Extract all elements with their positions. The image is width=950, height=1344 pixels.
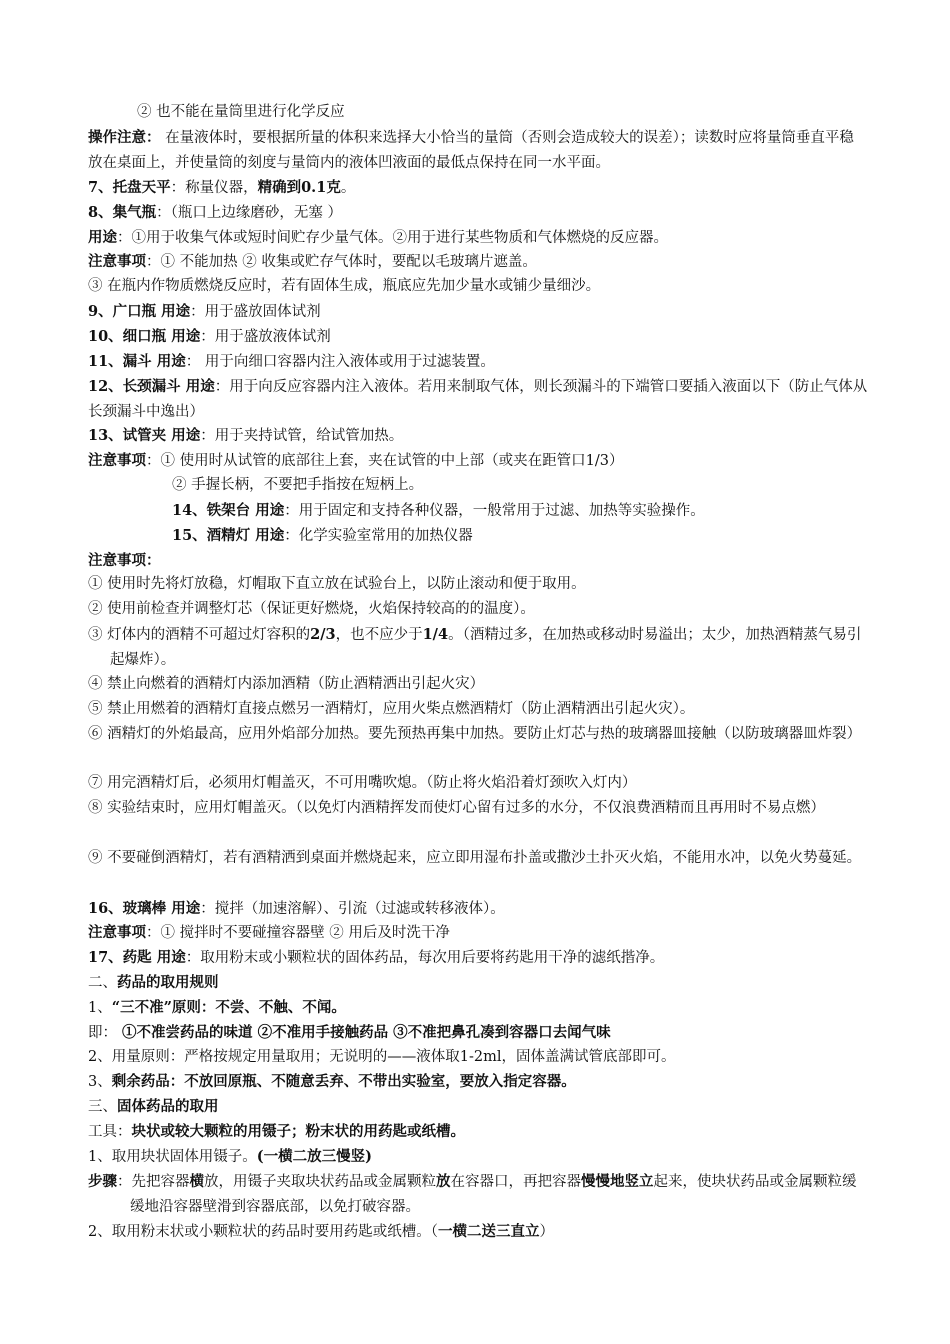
- text: ：化学实验室常用的加热仪器: [284, 528, 473, 544]
- line-20: [88, 622, 868, 673]
- text: ：用于向反应容器内注入液体。若用来制取气体，则长颈漏斗的下端管口要插入液面以下（防止气体从长颈漏斗中逸出）: [88, 379, 868, 420]
- text: 。（酒精过多，在加热或移动时易溢出；太少，加热酒精蒸气易引起爆炸）。: [110, 627, 862, 668]
- line-16: [172, 523, 950, 549]
- label: 12、长颈漏斗 用途: [88, 378, 215, 395]
- line-30: [88, 970, 868, 996]
- line-32: [88, 1020, 868, 1046]
- text: ③ 在瓶内作物质燃烧反应时，若有固体生成，瓶底应先加少量水或铺少量细沙。: [88, 278, 601, 294]
- text: ：称量仪器，: [170, 180, 258, 196]
- line-1: [137, 100, 917, 125]
- text: ：① 搅拌时不要碰撞容器壁 ② 用后及时洗干净: [146, 925, 450, 941]
- label: 用途: [88, 229, 117, 246]
- text-bold: ①不准尝药品的味道 ②不准用手接触药品 ③不准把鼻孔凑到容器口去闻气味: [117, 1024, 611, 1041]
- text: 2、取用粉末状或小颗粒状的药品时要用药匙或纸槽。（: [88, 1224, 438, 1240]
- label: 注意事项：: [88, 552, 161, 569]
- line-10: [88, 349, 868, 375]
- text: 1、取用块状固体用镊子。: [88, 1149, 257, 1165]
- text: ③ 灯体内的酒精不可超过灯容积的: [88, 627, 311, 643]
- line-22: [88, 697, 868, 722]
- text-bold: 精确到0.1克: [257, 179, 341, 196]
- label: 17、药匙 用途: [88, 949, 186, 966]
- line-24: [88, 771, 868, 796]
- label: 11、漏斗 用途: [88, 353, 186, 370]
- line-2: [88, 125, 868, 176]
- line-17: [88, 548, 868, 574]
- text-bold: 1/4: [422, 626, 449, 643]
- text: ：① 不能加热 ② 收集或贮存气体时，要配以毛玻璃片遮盖。: [146, 254, 537, 270]
- text: ⑨ 不要碰倒酒精灯，若有酒精洒到桌面并燃烧起来，应立即用湿布扑盖或撒沙土扑灭火焰，不能用水冲，以免火势蔓延。: [88, 850, 862, 866]
- text-bold: 慢慢地竖立: [581, 1173, 654, 1190]
- line-8: [88, 299, 868, 325]
- label: 10、细口瓶 用途: [88, 328, 201, 345]
- line-9: [88, 324, 868, 350]
- line-19: [88, 597, 868, 622]
- section-heading: 药品的取用规则: [117, 974, 219, 991]
- line-7: [88, 274, 868, 299]
- text: ② 手握长柄，不要把手指按在短柄上。: [172, 477, 424, 493]
- label: 步骤: [88, 1173, 117, 1190]
- line-28: [88, 920, 868, 946]
- label: 13、试管夹 用途: [88, 427, 201, 444]
- text: ：用于固定和支持各种仪器，一般常用于过滤、加热等实验操作。: [284, 503, 705, 519]
- text-bold: 放: [436, 1173, 451, 1190]
- text: ：用于盛放液体试剂: [200, 329, 331, 345]
- text: ⑤ 禁止用燃着的酒精灯直接点燃另一酒精灯，应用火柴点燃酒精灯（防止酒精洒出引起火灾）。: [88, 701, 695, 717]
- text: 1、: [88, 1000, 112, 1016]
- section-heading: 固体药品的取用: [117, 1098, 219, 1115]
- label: 16、玻璃棒 用途: [88, 900, 201, 917]
- text: ② 也不能在量筒里进行化学反应: [137, 104, 345, 120]
- text-bold: 剩余药品：不放回原瓶、不随意丢弃、不带出实验室，要放入指定容器。: [111, 1073, 576, 1090]
- text: ：（瓶口上边缘磨砂，无塞 ）: [156, 205, 342, 221]
- line-34: [88, 1069, 868, 1095]
- text: ② 使用前检查并调整灯芯（保证更好燃烧，火焰保持较高的的温度）。: [88, 601, 535, 617]
- label: 注意事项: [88, 924, 146, 941]
- text: 即：: [88, 1025, 117, 1041]
- label: 14、铁架台 用途: [172, 502, 285, 519]
- line-25: [88, 796, 868, 821]
- line-21: [88, 672, 868, 697]
- line-29: [88, 945, 868, 971]
- text-bold: 2/3: [310, 626, 336, 643]
- text: ① 使用时先将灯放稳，灯帽取下直立放在试验台上，以防止滚动和便于取用。: [88, 576, 586, 592]
- line-39: [88, 1219, 868, 1245]
- text: 放，用镊子夹取块状药品或金属颗粒: [204, 1174, 436, 1190]
- text: ：①用于收集气体或短时间贮存少量气体。②用于进行某些物质和气体燃烧的反应器。: [117, 230, 668, 246]
- line-6: [88, 249, 868, 275]
- text: ）: [539, 1224, 554, 1240]
- text: ：① 使用时从试管的底部往上套，夹在试管的中上部（或夹在距管口1/3）: [146, 453, 624, 469]
- label: 操作注意：: [88, 129, 161, 146]
- text-bold: (一横二放三慢竖): [256, 1148, 372, 1165]
- line-33: [88, 1045, 868, 1070]
- text: 起来，使块状药品或金属颗粒缓缓地沿容器壁滑到容器底部，以免打破容器。: [130, 1174, 857, 1215]
- text: 3、: [88, 1074, 112, 1090]
- line-15: [172, 498, 950, 524]
- text: 二、: [88, 975, 117, 991]
- label: 注意事项: [88, 253, 146, 270]
- text: ，也不应少于: [335, 627, 423, 643]
- label: 注意事项: [88, 452, 146, 469]
- line-23: [88, 722, 868, 747]
- text: ：取用粉末或小颗粒状的固体药品，每次用后要将药匙用干净的滤纸揩净。: [185, 950, 665, 966]
- label: 15、酒精灯 用途: [172, 527, 285, 544]
- line-18: [88, 572, 868, 597]
- text: ：搅拌（加速溶解）、引流（过滤或转移液体）。: [200, 901, 505, 917]
- text-bold: 块状或较大颗粒的用镊子；粉末状的用药匙或纸槽。: [131, 1123, 465, 1140]
- text: ⑦ 用完酒精灯后，必须用灯帽盖灭，不可用嘴吹熄。（防止将火焰沿着灯颈吹入灯内）: [88, 775, 637, 791]
- text: 在量液体时，要根据所量的体积来选择大小恰当的量筒（否则会造成较大的误差）；读数时应将量筒垂直平稳放在桌面上，并使量筒的刻度与量筒内的液体凹液面的最低点保持在同一水平面。: [88, 130, 854, 171]
- text: ⑧ 实验结束时，应用灯帽盖灭。（以免灯内酒精挥发而使灯心留有过多的水分，不仅浪费酒精而且再用时不易点燃）: [88, 800, 825, 816]
- line-31: [88, 995, 868, 1021]
- line-36: [88, 1119, 868, 1145]
- line-26: [88, 846, 868, 871]
- text: 2、用量原则：严格按规定用量取用；无说明的——液体取1-2ml，固体盖满试管底部即可。: [88, 1049, 676, 1065]
- label: 7、托盘天平: [88, 179, 171, 196]
- text: ：用于夹持试管，给试管加热。: [200, 428, 404, 444]
- text: 三、: [88, 1099, 117, 1115]
- text-bold: 横: [189, 1173, 204, 1190]
- line-27: [88, 896, 868, 922]
- text: ： 用于向细口容器内注入液体或用于过滤装置。: [185, 354, 495, 370]
- text: 在容器口，再把容器: [450, 1174, 581, 1190]
- line-37: [88, 1144, 868, 1170]
- text-bold: “三不准”原则：不尝、不触、不闻。: [111, 999, 346, 1016]
- label: 9、广口瓶 用途: [88, 303, 191, 320]
- line-4: [88, 200, 868, 226]
- line-13: [88, 448, 868, 474]
- line-35: [88, 1094, 868, 1120]
- text: ④ 禁止向燃着的酒精灯内添加酒精（防止酒精洒出引起火灾）: [88, 676, 485, 692]
- text: ：用于盛放固体试剂: [190, 304, 321, 320]
- line-14: [172, 473, 950, 498]
- line-38: [88, 1169, 868, 1220]
- line-11: [88, 374, 868, 425]
- text: 工具：: [88, 1124, 132, 1140]
- text-bold: 一横二送三直立: [437, 1223, 540, 1240]
- label: 8、集气瓶: [88, 204, 157, 221]
- line-12: [88, 423, 868, 449]
- line-3: [88, 175, 868, 201]
- text: ：先把容器: [117, 1174, 190, 1190]
- text: ⑥ 酒精灯的外焰最高，应用外焰部分加热。要先预热再集中加热。要防止灯芯与热的玻璃器皿接触（以防玻璃器皿炸裂）: [88, 726, 862, 742]
- line-5: [88, 225, 868, 251]
- text: 。: [340, 180, 356, 196]
